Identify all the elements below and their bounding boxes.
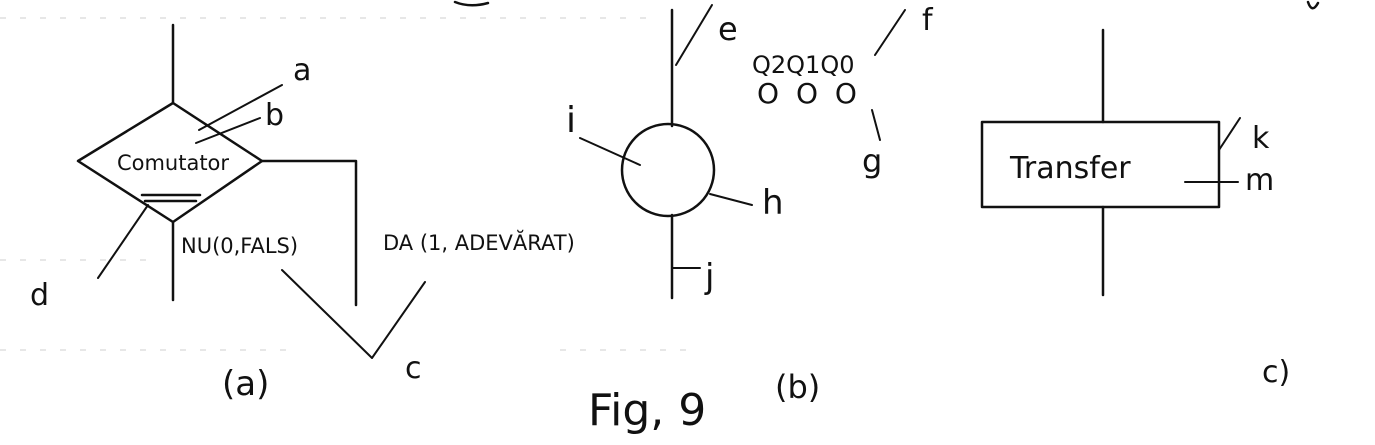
callout-a: a: [293, 53, 312, 88]
panel-b-caption: (b): [775, 368, 821, 406]
callout-m: m: [1245, 163, 1275, 198]
callout-f-leader: [875, 10, 905, 55]
figure-caption: Fig, 9: [588, 385, 707, 436]
top-edge-remnants: [455, 2, 1318, 8]
callout-c: c: [405, 351, 422, 386]
branch-yes-label: DA (1, ADEVĂRAT): [383, 231, 575, 255]
callout-j: j: [705, 257, 715, 297]
callout-b: b: [265, 98, 285, 133]
callout-k: k: [1252, 121, 1270, 156]
callout-d-leader: [98, 205, 148, 278]
callout-e: e: [718, 10, 738, 48]
yes-branch-line: [262, 161, 356, 305]
panel-c: [982, 30, 1290, 390]
callout-e-leader: [676, 5, 712, 65]
branch-no-label: NU(0,FALS): [181, 234, 299, 258]
panel-a: [30, 25, 575, 404]
callout-f: f: [922, 3, 933, 38]
callout-h: h: [762, 183, 784, 223]
register-state: O O O: [757, 77, 861, 110]
callout-g-leader: [872, 110, 880, 140]
callout-d: d: [30, 278, 50, 313]
panel-b: [566, 3, 934, 406]
panel-a-caption: (a): [222, 364, 270, 404]
callout-g: g: [862, 142, 883, 180]
decision-label: Comutator: [116, 151, 230, 175]
process-label: Transfer: [1010, 151, 1131, 186]
scan-artifacts: [0, 18, 700, 350]
callout-h-leader: [710, 194, 752, 205]
panel-c-caption: c): [1262, 355, 1291, 390]
callout-i: i: [566, 100, 577, 141]
callout-k-leader: [1219, 118, 1240, 150]
register-label: Q2Q1Q0: [752, 51, 855, 79]
callout-c-leader: [282, 270, 425, 358]
connector-circle: [622, 124, 714, 216]
